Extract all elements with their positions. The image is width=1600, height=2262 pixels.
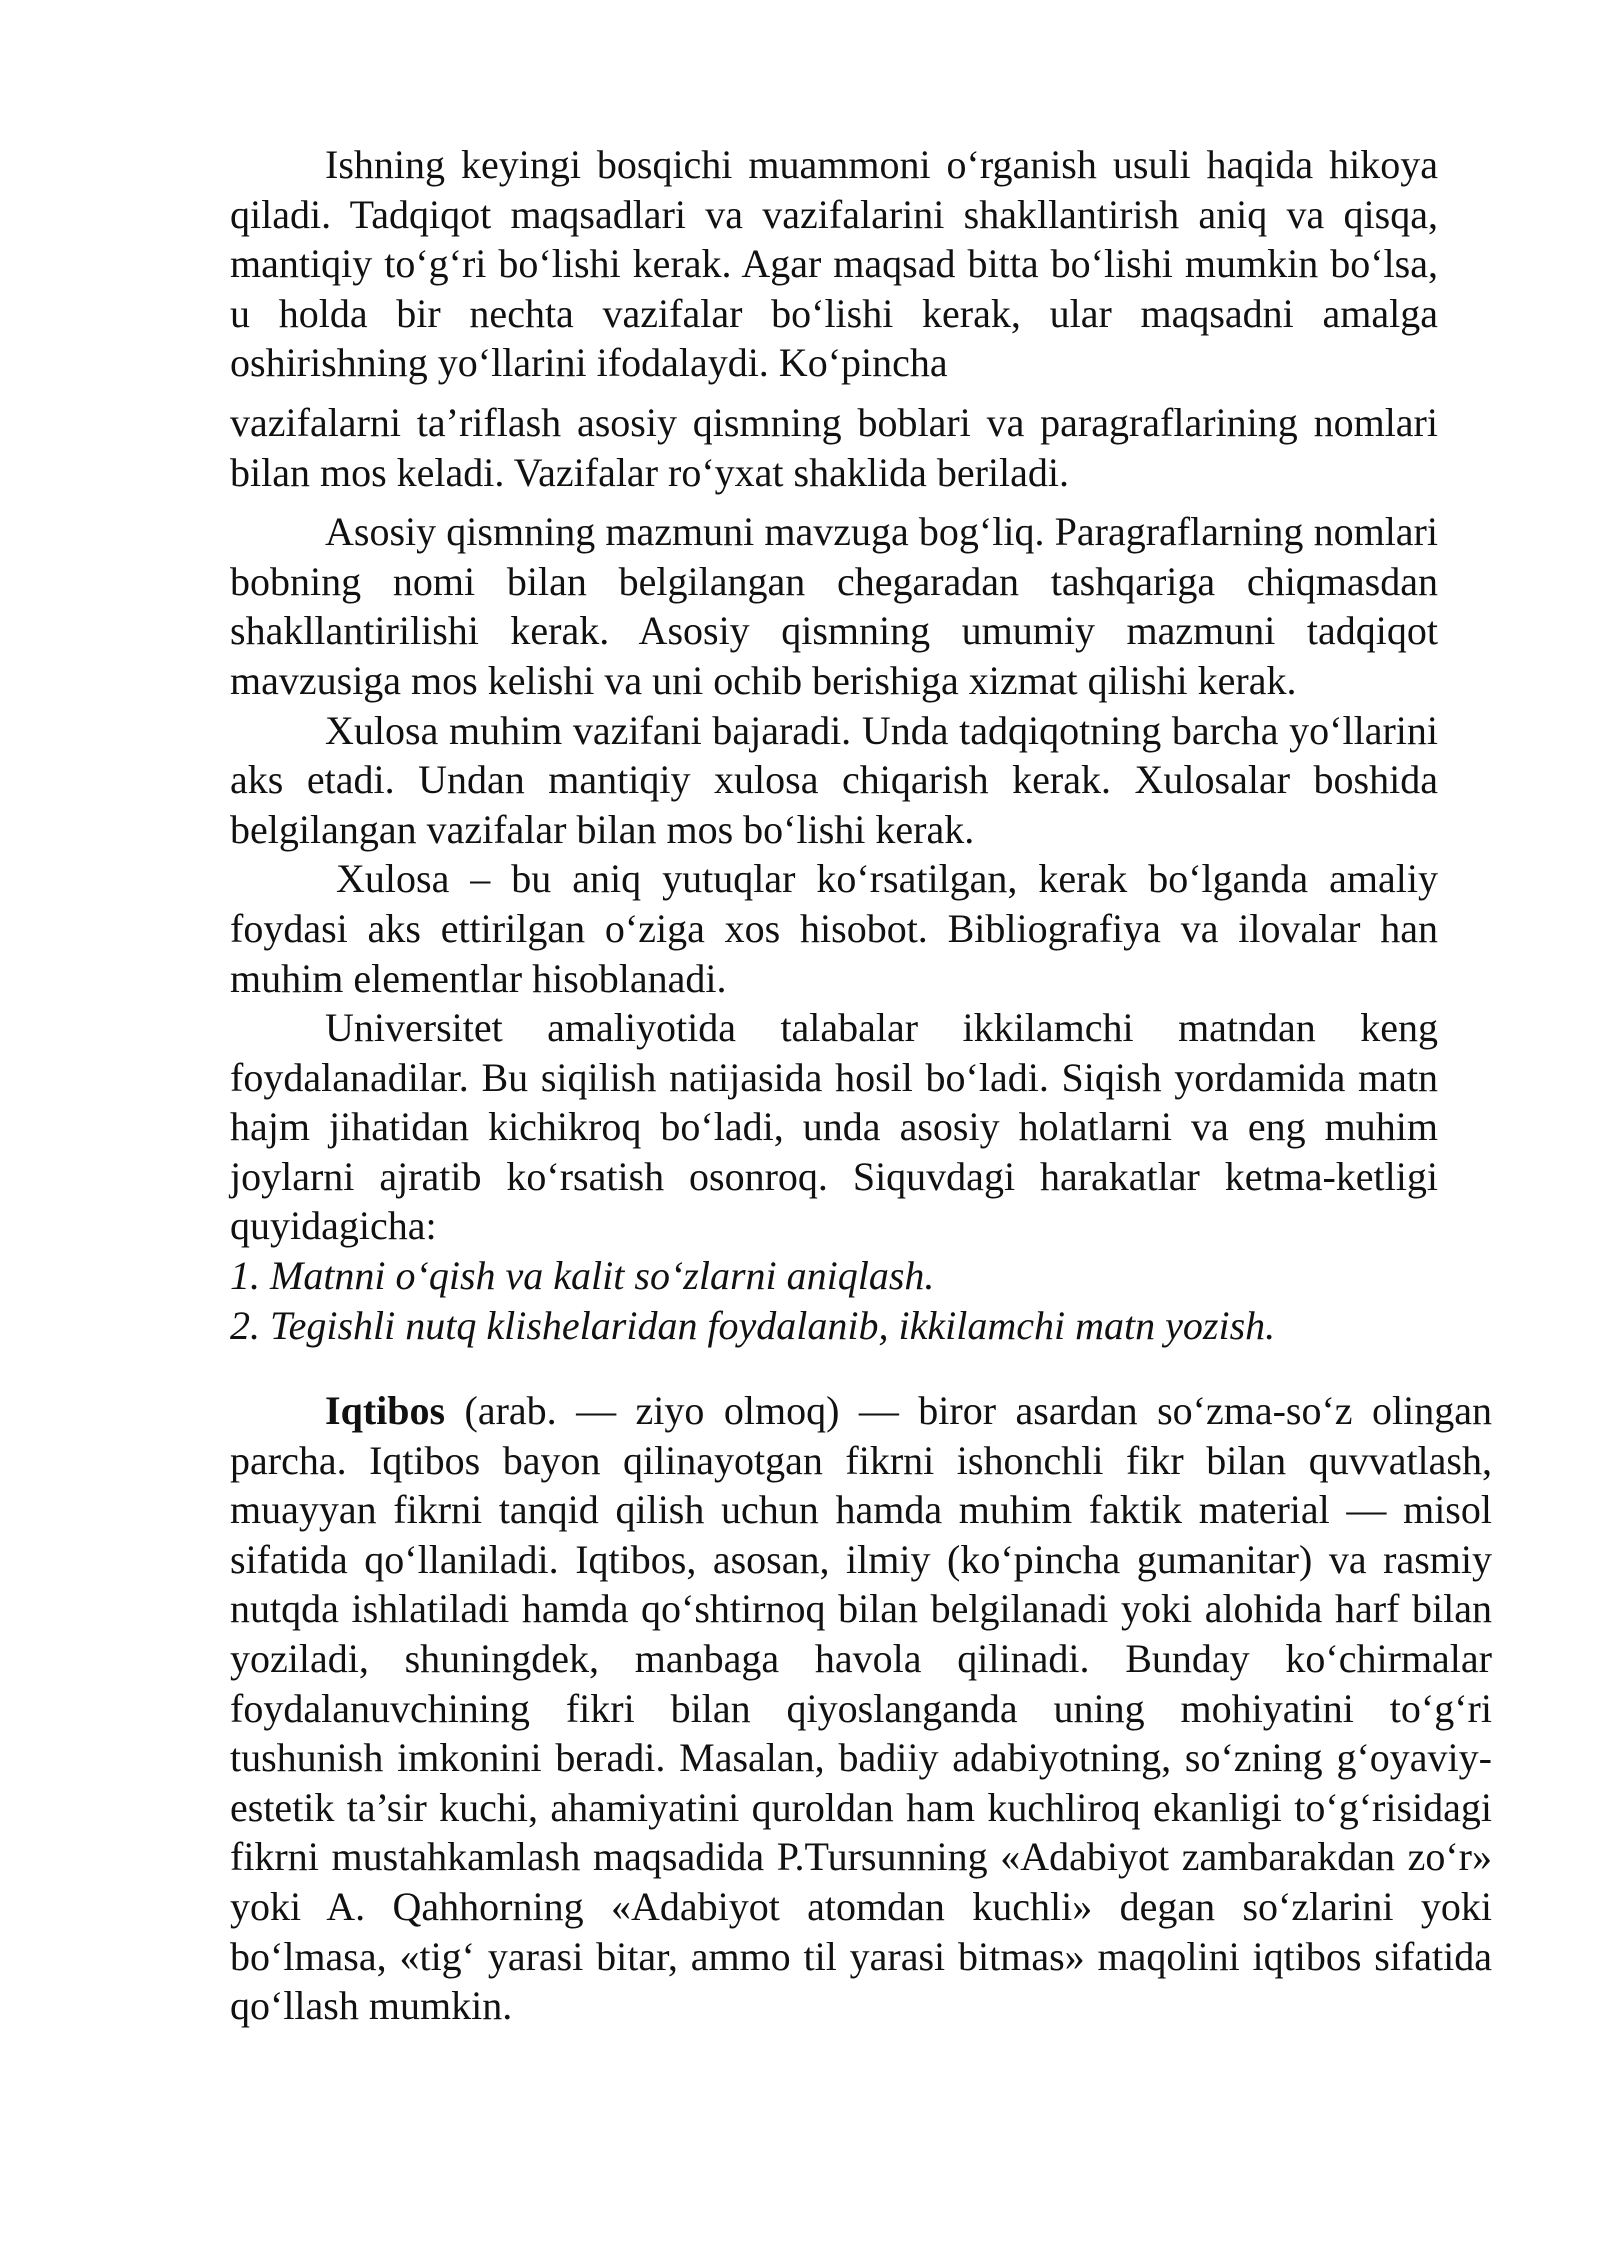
paragraph-conclusion: Xulosa muhim vazifani bajaradi. Unda tadqiqotning barcha yo‘llarini aks etadi. Undan mantiqiy xulosa chiqarish kerak. Xulosalar boshida belgilangan vazifalar bilan mos bo‘lishi kerak.	[230, 707, 1438, 852]
paragraph-research-method: Ishning keyingi bosqichi muammoni o‘rganish usuli haqida hikoya qiladi. Tadqiqot maqsadlari va vazifalarini shakllantirish aniq va qisqa, mantiqiy to‘g‘ri bo‘lishi kerak. Agar maqsad bitta bo‘lishi mumkin bo‘lsa, u holda bir nechta vazifalar bo‘lishi kerak, ular maqsadni amalga oshirishning yo‘llarini ifodalaydi. Ko‘pincha	[230, 142, 1438, 386]
paragraph-tasks: vazifalarni ta’riflash asosiy qismning boblari va paragraflarining nomlari bilan mos keladi. Vazifalar ro‘yxat shaklida beriladi.	[230, 399, 1438, 495]
paragraph-iqtibos	[230, 1386, 1492, 2031]
paragraph-secondary-text: Universitet amaliyotida talabalar ikkilamchi matndan keng foydalanadilar. Bu siqilish natijasida hosil bo‘ladi. Siqish yordamida matn hajm jihatidan kichikroq bo‘ladi, unda asosiy holatlarni va eng muhim joylarni ajratib ko‘rsatish osonroq. Siquvdagi harakatlar ketma-ketligi quyidagicha:	[230, 1005, 1438, 1249]
paragraph-conclusion-report: Xulosa – bu aniq yutuqlar ko‘rsatilgan, kerak bo‘lganda amaliy foydasi aks ettirilgan o‘ziga xos hisobot. Bibliografiya va ilovalar han muhim elementlar hisoblanadi.	[230, 856, 1438, 1001]
text-column-main	[230, 140, 1438, 1350]
paragraph-main-part: Asosiy qismning mazmuni mavzuga bog‘liq. Paragraflarning nomlari bobning nomi bilan belgilangan chegaradan tashqariga chiqmasdan shakllantirilishi kerak. Asosiy qismning umumiy mazmuni tadqiqot mavzusiga mos kelishi va uni ochib berishiga xizmat qilishi kerak.	[230, 509, 1438, 703]
text-column-wide	[230, 1386, 1492, 2031]
term-iqtibos: Iqtibos	[325, 1388, 446, 1433]
list-item: 1. Matnni o‘qish va kalit so‘zlarni aniqlash.	[230, 1253, 935, 1299]
list-item: 2. Tegishli nutq klishelaridan foydalanib, ikkilamchi matn yozish.	[230, 1302, 1276, 1348]
iqtibos-definition: (arab. — ziyo olmoq) — biror asardan so‘zma-so‘z olingan parcha. Iqtibos bayon qilinayotgan fikrni ishonchli fikr bilan quvvatlash, muayyan fikrni tanqid qilish uchun hamda muhim faktik material — misol sifatida qo‘llaniladi. Iqtibos, asosan, ilmiy (ko‘pincha gumanitar) va rasmiy nutqda ishlatiladi hamda qo‘shtirnoq bilan belgilanadi yoki alohida harf bilan yoziladi, shuningdek, manbaga havola qilinadi. Bunday ko‘chirmalar foydalanuvchining fikri bilan qiyoslanganda uning mohiyatini to‘g‘ri tushunish imkonini beradi. Masalan, badiiy adabiyotning, so‘zning g‘oyaviy-estetik ta’sir kuchi, ahamiyatini quroldan ham kuchliroq ekanligi to‘g‘risidagi fikrni mustahkamlash maqsadida P.Tursunning «Adabiyot zambarakdan zo‘r» yoki A. Qahhorning «Adabiyot atomdan kuchli» degan so‘zlarini yoki bo‘lmasa, «tig‘ yarasi bitar, ammo til yarasi bitmas» maqolini iqtibos sifatida qo‘llash mumkin.	[230, 1388, 1492, 2029]
